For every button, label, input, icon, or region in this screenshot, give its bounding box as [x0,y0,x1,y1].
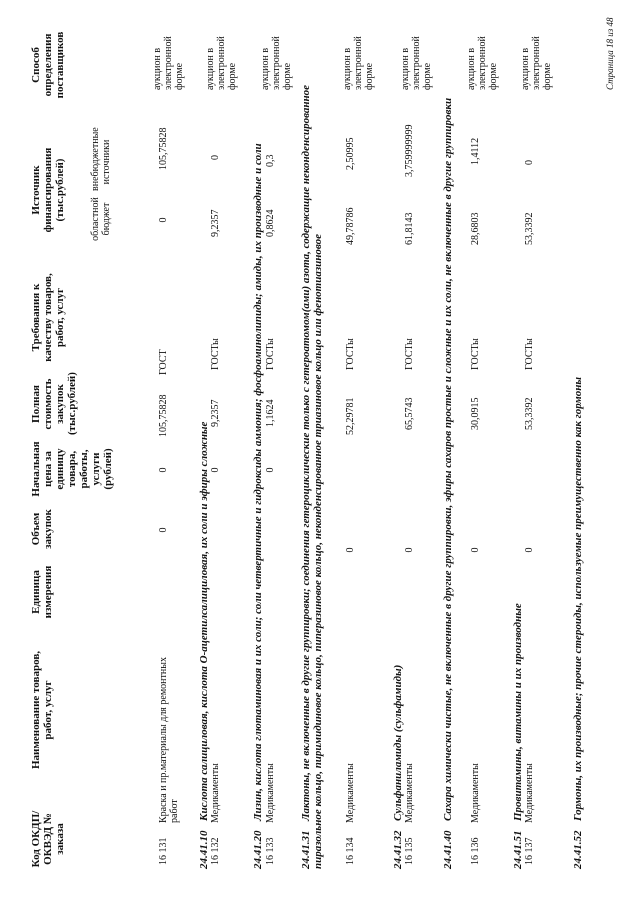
row-name: Медикаменты [470,763,481,823]
row-price: 0 [470,547,481,553]
row-num: 16 132 [210,837,221,865]
section-code: 24.41.40 [442,830,454,869]
row-name: Медикаменты [524,763,535,823]
row-regional: 53,3392 [524,212,535,245]
row-name: Краска и пр.материалы для ремонтных работ [158,657,180,823]
row-regional: 0,8624 [265,209,276,237]
row-name: Медикаменты [265,763,276,823]
row-regional: 0 [158,217,169,223]
section-title: Сахара химически чистые, не включенные в другие группировки, эфиры сахаров простые и сложные и их соли, не включенные в другие группировки [442,97,454,821]
section-code: 24.41.52 [572,830,584,869]
header-fin: Источник финансирования (тыс.рублей) [30,147,66,233]
row-offbudget: 2,50995 [345,137,356,170]
row-price: 0 [158,467,169,473]
section-title: Лизин, кислота глютаминовая и их соли; соли четвертичные и гидроксиды аммония; фосфоаминолипиды; амиды, их производные и соли [252,143,264,821]
page-footer: Страница 18 из 48 [605,17,615,90]
row-method: аукцион в электронной форме [466,36,499,90]
row-full: 52,29781 [345,397,356,435]
header-full: Полная стоимость закупок (тыс.рублей) [30,372,78,435]
row-regional: 9,2357 [210,209,221,237]
row-price: 0 [524,547,535,553]
section-heading [252,29,264,869]
row-num: 16 135 [404,837,415,865]
row-full: 30,0915 [470,397,481,430]
row-offbudget: 0,3 [265,154,276,167]
row-method: аукцион в электронной форме [342,36,375,90]
row-offbudget: 105,75828 [158,127,169,170]
row-offbudget: 0 [210,155,221,160]
row-req: ГОСТы [210,338,221,370]
row-method: аукцион в электронной форме [152,36,185,90]
row-regional: 28,6803 [470,212,481,245]
row-req: ГОСТы [345,338,356,370]
row-price: 0 [345,547,356,553]
section-title: Лактоны, не включенные в другие группировки; соединения гетероциклические только с гетероатомом(ами) азота, содержащие неконденсированное пиразольное кольцо, пиримидиновое кольцо, пиперазиновое кольцо, неконденсированное триазиновое кольцо или фенотиазиновое [300,84,324,869]
section-heading [512,269,524,869]
header-name: Наименование товаров, работ, услуг [30,650,54,770]
row-regional: 61,8143 [404,212,415,245]
row-method: аукцион в электронной форме [520,36,553,90]
section-title: Сульфаниламиды (сульфамиды) [392,664,404,821]
row-offbudget: 1,4112 [470,137,481,165]
row-full: 1,1624 [265,399,276,427]
row-full: 9,2357 [210,399,221,427]
section-code: 24.41.31 [300,830,312,869]
row-volume: 0 [158,527,169,533]
row-num: 16 131 [158,837,169,865]
header-req: Требования к качеству товаров, работ, услуг [30,273,66,362]
row-name: Медикаменты [210,763,221,823]
row-full: 105,75828 [158,394,169,437]
header-method: Способ определения поставщиков [30,31,66,99]
row-req: ГОСТы [470,338,481,370]
section-title: Кислота салициловая, кислота O-ацетилсалициловая, их соли и эфиры сложные [198,421,210,821]
section-code: 24.41.10 [198,830,210,869]
section-heading [300,29,324,869]
row-full: 65,5743 [404,397,415,430]
row-req: ГОСТ [158,349,169,375]
row-regional: 49,78786 [345,207,356,245]
row-req: ГОСТы [524,338,535,370]
header-unit: Единица измерения [30,565,54,619]
row-name: Медикаменты [404,763,415,823]
row-price: 0 [265,467,276,473]
section-code: 24.41.32 [392,830,404,869]
row-name: Медикаменты [345,763,356,823]
row-full: 53,3392 [524,397,535,430]
row-price: 0 [404,547,415,553]
row-num: 16 137 [524,837,535,865]
section-title: Гормоны, их производные; прочие стероиды, используемые преимущественно как гормоны [572,377,584,821]
header-code: Код ОКДП/ ОКВЭД № заказа [30,810,66,868]
header-price: Начальная цена за единицу товара, работы, услуги (рублей) [30,441,114,497]
section-heading [442,29,454,869]
header-fin-offbudget: внебюджетные источники [90,127,112,191]
section-code: 24.41.51 [512,830,524,869]
row-method: аукцион в электронной форме [205,36,238,90]
section-code: 24.41.20 [252,830,264,869]
row-req: ГОСТы [404,338,415,370]
row-method: аукцион в электронной форме [260,36,293,90]
row-num: 16 136 [470,837,481,865]
row-method: аукцион в электронной форме [400,36,433,90]
header-volume: Объем закупок [30,509,54,549]
row-offbudget: 3,759999999 [404,124,415,177]
header-fin-regional: областной бюджет [90,197,112,241]
row-price: 0 [210,467,221,473]
section-heading [392,269,404,869]
row-req: ГОСТы [265,338,276,370]
row-num: 16 134 [345,837,356,865]
section-title: Провитамины, витамины и их производные [512,603,524,821]
row-num: 16 133 [265,837,276,865]
row-offbudget: 0 [524,160,535,165]
section-heading [198,269,210,869]
section-heading [572,29,584,869]
